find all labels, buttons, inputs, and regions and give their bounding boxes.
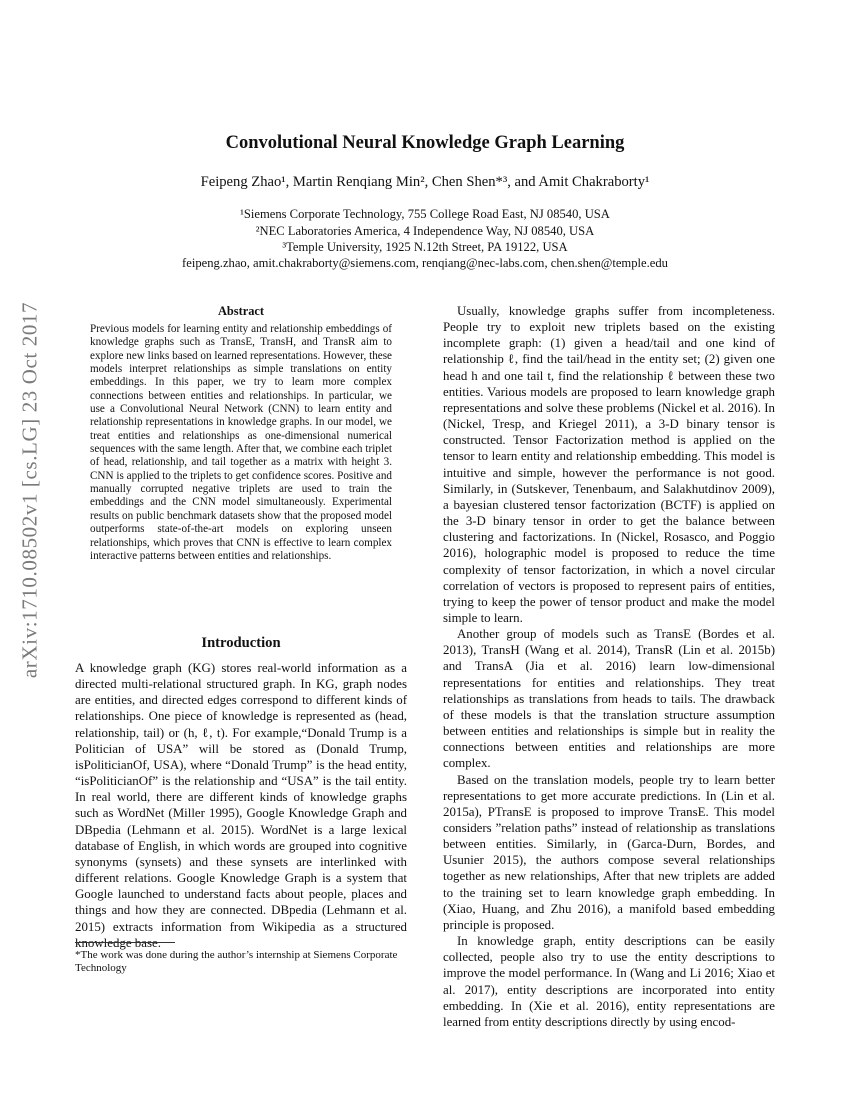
- introduction-paragraph: [75, 660, 407, 951]
- introduction-heading: Introduction: [201, 635, 281, 651]
- affiliation-temple: ³Temple University, 1925 N.12th Street, PA 19122, USA: [282, 240, 568, 254]
- paragraph-translation-models: Another group of models such as TransE (Bordes et al. 2013), TransH (Wang et al. 2014), TransR (Lin et al. 2015b) and TransA (Jia et al. 2016) learn low-dimensional representations for entities and relationships. They treat relationships as translations from heads to tails. The drawback of these models is that the translation structure assumption between entities and relationships is simple but in reality the connections between entities and relationships are more complex.: [443, 627, 775, 771]
- author-emails: feipeng.zhao, amit.chakraborty@siemens.com, renqiang@nec-labs.com, chen.shen@temple.edu: [182, 256, 668, 270]
- paper-title: Convolutional Neural Knowledge Graph Learning: [225, 133, 625, 153]
- arxiv-stamp: [0, 300, 60, 680]
- intro-text: A knowledge graph (KG) stores real-world information as a directed multi-relational structured graph. In KG, graph nodes are entities, and directed edges correspond to different kinds of relationships. One piece of knowledge is represented as (head, relationship, tail) or (h, ℓ, t). For example,“Donald Trump is a Politician of USA” will be stored as (Donald Trump, isPoliticianOf, USA), where “Donald Trump” is the head entity, “isPoliticianOf” is the relationship and “USA” is the tail entity. In real world, there are different kinds of knowledge graphs such as WordNet (Miller 1995), Google Knowledge Graph and DBpedia (Lehmann et al. 2015). WordNet is a large lexical database of English, in which words are grouped into cognitive synonyms (synsets) and these synsets are interlinked with different relations. Google Knowledge Graph is a system that Google launched to understand facts about people, places and things and how they are connected. DBpedia (Lehmann et al. 2015) extracts information from Wikipedia as a structured knowledge base.: [75, 661, 407, 950]
- paragraph-entity-descriptions: In knowledge graph, entity descriptions can be easily collected, people also try to use the entity descriptions to improve the model performance. In (Wang and Li 2016; Xiao et al. 2017), entity descriptions are incorporated into entity embedding. In (Xie et al. 2016), entity representations are learned from entity descriptions directly by using encod-: [443, 934, 775, 1029]
- author-list: Feipeng Zhao¹, Martin Renqiang Min², Chen Shen*³, and Amit Chakraborty¹: [200, 174, 650, 190]
- abstract-heading: Abstract: [217, 304, 265, 318]
- right-column: [443, 303, 775, 1030]
- affiliation-siemens: ¹Siemens Corporate Technology, 755 College Road East, NJ 08540, USA: [240, 207, 610, 221]
- arxiv-stamp-text: arXiv:1710.08502v1 [cs.LG] 23 Oct 2017: [17, 301, 42, 679]
- footnote-rule: [75, 942, 175, 943]
- paragraph-improved-models: Based on the translation models, people try to learn better representations to get more accurate predictions. In (Lin et al. 2015a), PTransE is proposed to improve TransE. This model considers ”relation paths” instead of relationship as translations between entities. Similarly, in (Garca-Durn, Bordes, and Usunier 2015), the authors compose several relationships together as new relationships, After that new triplets are added to the training set to learn knowledge graph embedding. In (Xiao, Huang, and Zhu 2016), a manifold based embedding principle is proposed.: [443, 772, 775, 932]
- abstract-text: Previous models for learning entity and relationship embeddings of knowledge graphs such as TransE, TransH, and TransR aim to explore new links based on learned representations. However, these models interpret relationships as simple translations on entity embeddings. In this paper, we try to learn more complex connections between entities and relationships. In particular, we use a Convolutional Neural Network (CNN) to learn entity and relationship representations in knowledge graphs. In our model, we treat entities and relationships as one-dimensional numerical sequences with the same length. After that, we combine each triplet of head, relationship, and tail together as a matrix with height 3. CNN is applied to the triplets to get confidence scores. Positive and manually corrupted negative triplets are used to train the embeddings and the CNN model simultaneously. Experimental results on public benchmark datasets show that the proposed model outperforms state-of-the-art models on exploring unseen relationships, which proves that CNN is effective to learn complex interactive patterns between entities and relationships.: [90, 323, 392, 562]
- affiliation-nec: ²NEC Laboratories America, 4 Independence Way, NJ 08540, USA: [255, 224, 595, 238]
- paragraph-incompleteness: Usually, knowledge graphs suffer from incompleteness. People try to exploit new triplets based on the existing incomplete graph: (1) given a head/tail and one kind of relationship ℓ, find the tail/head in the entity set; (2) given one head h and one tail t, find the relationship ℓ between these two entities. Various models are proposed to learn knowledge graph representations and solve these problems (Nickel et al. 2016). In (Nickel, Tresp, and Kriegel 2011), a 3-D binary tensor is constructed. Tensor Factorization method is applied on the tensor to learn entity and relationship embedding. This model is intuitive and simple, however the performance is not good. Similarly, in (Sutskever, Tenenbaum, and Salakhutdinov 2009), a bayesian clustered tensor factorization (BCTF) is applied on the 3-D binary tensor in order to get the balance between clustering and factorizations. In (Nickel, Rosasco, and Poggio 2016), holographic model is proposed to reduce the time complexity of tensor factorization, in which a novel circular correlation of vectors is proposed to represent pairs of entities, trying to keep the power of tensor product and make the model simple to learn.: [443, 304, 775, 625]
- footnote: *The work was done during the author’s internship at Siemens Corporate Technology: [75, 949, 398, 975]
